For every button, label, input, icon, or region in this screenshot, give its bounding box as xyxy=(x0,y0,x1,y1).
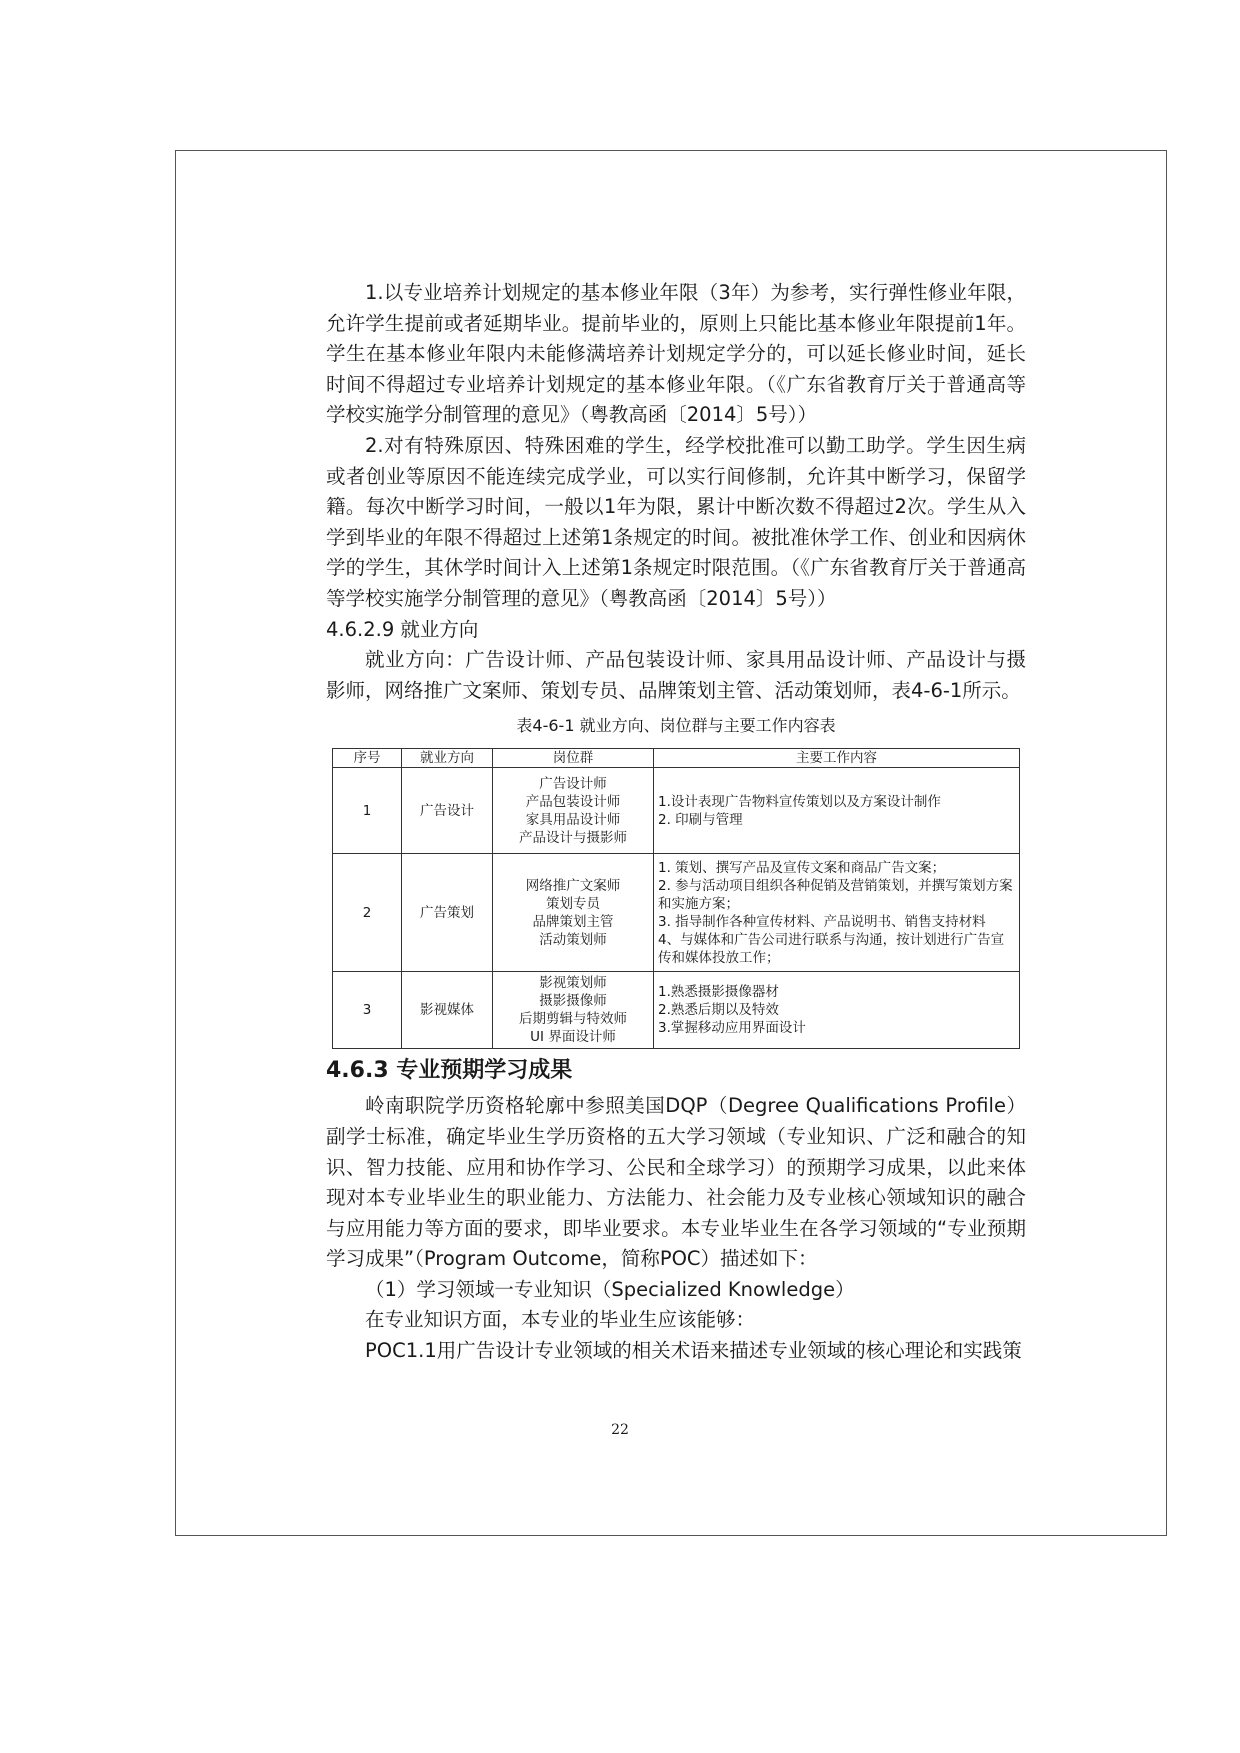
position-item: 摄影摄像师 xyxy=(539,993,607,1010)
cell-positions xyxy=(493,854,654,972)
cell-number: 1 xyxy=(333,768,402,854)
position-item: 网络推广文案师 xyxy=(525,877,621,894)
table-row xyxy=(333,972,1020,1049)
paragraph-flexible-study-years: 1.以专业培养计划规定的基本修业年限（3年）为参考，实行弹性修业年限，允许学生提前或者延期毕业。提前毕业的，原则上只能比基本修业年限提前1年。学生在基本修业年限内未能修满培养计划规定学分的，可以延长修业时间，延长时间不得超过专业培养计划规定的基本修业年限。（《广东省教育厅关于普通高等学校实施学分制管理的意见》（粤教高函〔2014〕5号）） xyxy=(326,281,1026,427)
position-item: UI 界面设计师 xyxy=(530,1029,616,1046)
cell-direction: 广告设计 xyxy=(402,768,493,854)
work-item: 2.熟悉后期以及特效 xyxy=(658,1002,779,1019)
work-item: 1.熟悉摄影摄像器材 xyxy=(658,984,779,1001)
page-border xyxy=(175,150,1167,1536)
table-header-row xyxy=(333,749,1020,768)
paragraph-dqp-outcomes: 岭南职院学历资格轮廓中参照美国DQP（Degree Qualifications Profile）副学士标准，确定毕业生学历资格的五大学习领域（专业知识、广泛和融合的知识、智力技能、应用和协作学习、公民和全球学习）的预期学习成果，以此来体现对本专业毕业生的职业能力、方法能力、社会能力及专业核心领域知识的融合与应用能力等方面的要求，即毕业要求。本专业毕业生在各学习领域的“专业预期学习成果”（Program Outcome，简称POC）描述如下： xyxy=(326,1094,1026,1271)
work-item: 3. 指导制作各种宣传材料、产品说明书、销售支持材料 xyxy=(658,913,986,930)
cell-number: 3 xyxy=(333,972,402,1049)
section-heading: 4.6.3 专业预期学习成果 xyxy=(326,1058,573,1084)
position-item: 家具用品设计师 xyxy=(525,811,621,828)
paragraph-leave-of-absence: 2.对有特殊原因、特殊困难的学生，经学校批准可以勤工助学。学生因生病或者创业等原因不能连续完成学业，可以实行间修制，允许其中断学习，保留学籍。每次中断学习时间，一般以1年为限，累计中断次数不得超过2次。学生从入学到毕业的年限不得超过上述第1条规定的时间。被批准休学工作、创业和因病休学的学生，其休学时间计入上述第1条规定时限范围。（《广东省教育厅关于普通高等学校实施学分制管理的意见》（粤教高函〔2014〕5号）） xyxy=(326,433,1026,610)
position-item: 品牌策划主管 xyxy=(532,913,614,930)
position-item: 后期剪辑与特效师 xyxy=(519,1011,627,1028)
work-item: 4、与媒体和广告公司进行联系与沟通，按计划进行广告宣传和媒体投放工作； xyxy=(658,931,1005,966)
page-number: 22 xyxy=(611,1422,629,1438)
header-direction: 就业方向 xyxy=(402,749,493,768)
cell-work-content xyxy=(654,854,1020,972)
page-content xyxy=(326,278,1026,1367)
cell-positions xyxy=(493,768,654,854)
header-number: 序号 xyxy=(333,749,402,768)
position-item: 影视策划师 xyxy=(539,975,607,992)
work-item: 1.设计表现广告物料宣传策划以及方案设计制作 xyxy=(658,793,941,810)
work-item: 2. 印刷与管理 xyxy=(658,811,743,828)
cell-number: 2 xyxy=(333,854,402,972)
position-item: 策划专员 xyxy=(546,895,600,912)
work-item: 3.掌握移动应用界面设计 xyxy=(658,1020,806,1037)
cell-direction: 影视媒体 xyxy=(402,972,493,1049)
paragraph-poc-1-1: POC1.1用广告设计专业领域的相关术语来描述专业领域的核心理论和实践策 xyxy=(365,1339,1022,1363)
position-item: 广告设计师 xyxy=(539,775,607,792)
table-row xyxy=(333,768,1020,854)
employment-heading: 4.6.2.9 就业方向 xyxy=(326,617,479,641)
work-item: 2. 参与活动项目组织各种促销及营销策划，并撰写策划方案和实施方案； xyxy=(658,877,1013,912)
table-caption: 表4-6-1 就业方向、岗位群与主要工作内容表 xyxy=(516,716,836,736)
position-item: 产品设计与摄影师 xyxy=(519,829,627,846)
table-row xyxy=(333,854,1020,972)
paragraph-learning-domain-1: （1）学习领域一专业知识（Specialized Knowledge） xyxy=(365,1277,855,1301)
paragraph-specialized-intro: 在专业知识方面，本专业的毕业生应该能够： xyxy=(365,1308,756,1332)
position-item: 活动策划师 xyxy=(539,931,607,948)
employment-table xyxy=(332,748,1020,1049)
cell-direction: 广告策划 xyxy=(402,854,493,972)
cell-work-content xyxy=(654,768,1020,854)
position-item: 产品包装设计师 xyxy=(525,793,621,810)
cell-work-content xyxy=(654,972,1020,1049)
cell-positions xyxy=(493,972,654,1049)
header-positions: 岗位群 xyxy=(493,749,654,768)
employment-text: 就业方向：广告设计师、产品包装设计师、家具用品设计师、产品设计与摄影师，网络推广文案师、策划专员、品牌策划主管、活动策划师，表4-6-1所示。 xyxy=(326,648,1026,702)
header-work-content: 主要工作内容 xyxy=(654,749,1020,768)
work-item: 1. 策划、撰写产品及宣传文案和商品广告文案； xyxy=(658,859,946,876)
